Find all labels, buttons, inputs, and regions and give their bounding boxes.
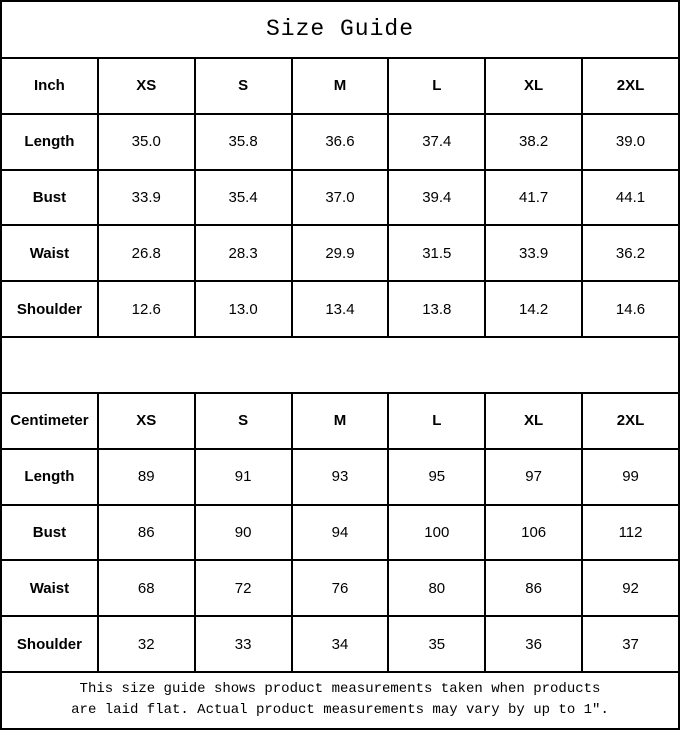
size-value-cell: 90 <box>195 505 292 561</box>
size-value-cell: 94 <box>292 505 389 561</box>
size-value-cell: 97 <box>485 449 582 505</box>
size-value-cell: 106 <box>485 505 582 561</box>
table-row-inch-length <box>1 114 679 170</box>
table-row-cm-length <box>1 449 679 505</box>
row-label-bust: Bust <box>1 505 98 561</box>
size-value-cell: 89 <box>98 449 195 505</box>
size-value-cell: 36.2 <box>582 225 679 281</box>
row-label-shoulder: Shoulder <box>1 281 98 337</box>
size-value-cell: 86 <box>98 505 195 561</box>
size-value-cell: 35 <box>388 616 485 672</box>
row-label-bust: Bust <box>1 170 98 226</box>
size-value-cell: 86 <box>485 560 582 616</box>
size-col-header-xl: XL <box>485 58 582 114</box>
size-value-cell: 26.8 <box>98 225 195 281</box>
size-value-cell: 13.8 <box>388 281 485 337</box>
spacer-row <box>1 337 679 393</box>
table-row-cm-shoulder <box>1 616 679 672</box>
size-col-header-m: M <box>292 393 389 449</box>
size-value-cell: 44.1 <box>582 170 679 226</box>
size-value-cell: 35.0 <box>98 114 195 170</box>
size-value-cell: 99 <box>582 449 679 505</box>
page-title: Size Guide <box>1 1 679 58</box>
size-col-header-s: S <box>195 393 292 449</box>
row-label-length: Length <box>1 114 98 170</box>
footer-note-line1: This size guide shows product measurements taken when products <box>79 681 601 698</box>
table-row-cm-bust <box>1 505 679 561</box>
size-value-cell: 14.2 <box>485 281 582 337</box>
size-value-cell: 28.3 <box>195 225 292 281</box>
size-value-cell: 36 <box>485 616 582 672</box>
row-label-shoulder: Shoulder <box>1 616 98 672</box>
size-value-cell: 80 <box>388 560 485 616</box>
size-value-cell: 112 <box>582 505 679 561</box>
size-col-header-2xl: 2XL <box>582 393 679 449</box>
size-value-cell: 33 <box>195 616 292 672</box>
table-row-inch-bust <box>1 170 679 226</box>
size-col-header-xl: XL <box>485 393 582 449</box>
unit-header-centimeter: Centimeter <box>1 393 98 449</box>
size-col-header-xs: XS <box>98 58 195 114</box>
size-value-cell: 33.9 <box>485 225 582 281</box>
size-value-cell: 100 <box>388 505 485 561</box>
size-value-cell: 95 <box>388 449 485 505</box>
size-value-cell: 39.4 <box>388 170 485 226</box>
table-row-inch-waist <box>1 225 679 281</box>
size-value-cell: 41.7 <box>485 170 582 226</box>
size-value-cell: 35.8 <box>195 114 292 170</box>
table-row-cm-waist <box>1 560 679 616</box>
size-value-cell: 12.6 <box>98 281 195 337</box>
size-value-cell: 37.0 <box>292 170 389 226</box>
unit-header-inch: Inch <box>1 58 98 114</box>
size-value-cell: 34 <box>292 616 389 672</box>
size-value-cell: 35.4 <box>195 170 292 226</box>
size-value-cell: 38.2 <box>485 114 582 170</box>
footer-note <box>1 672 679 729</box>
row-label-waist: Waist <box>1 560 98 616</box>
size-value-cell: 32 <box>98 616 195 672</box>
size-value-cell: 93 <box>292 449 389 505</box>
footer-row <box>1 672 679 729</box>
size-value-cell: 13.4 <box>292 281 389 337</box>
row-label-length: Length <box>1 449 98 505</box>
inch-header-row <box>1 58 679 114</box>
size-value-cell: 72 <box>195 560 292 616</box>
size-col-header-l: L <box>388 58 485 114</box>
row-label-waist: Waist <box>1 225 98 281</box>
size-col-header-xs: XS <box>98 393 195 449</box>
size-value-cell: 92 <box>582 560 679 616</box>
cm-header-row <box>1 393 679 449</box>
size-value-cell: 13.0 <box>195 281 292 337</box>
size-value-cell: 33.9 <box>98 170 195 226</box>
size-col-header-s: S <box>195 58 292 114</box>
size-col-header-l: L <box>388 393 485 449</box>
size-value-cell: 31.5 <box>388 225 485 281</box>
size-value-cell: 37.4 <box>388 114 485 170</box>
size-value-cell: 14.6 <box>582 281 679 337</box>
size-value-cell: 39.0 <box>582 114 679 170</box>
size-value-cell: 37 <box>582 616 679 672</box>
size-value-cell: 68 <box>98 560 195 616</box>
size-value-cell: 36.6 <box>292 114 389 170</box>
footer-note-line2: are laid flat. Actual product measurements may vary by up to 1″. <box>71 702 609 719</box>
size-value-cell: 76 <box>292 560 389 616</box>
size-col-header-m: M <box>292 58 389 114</box>
size-col-header-2xl: 2XL <box>582 58 679 114</box>
spacer-cell <box>1 337 679 393</box>
size-value-cell: 29.9 <box>292 225 389 281</box>
table-row-inch-shoulder <box>1 281 679 337</box>
size-value-cell: 91 <box>195 449 292 505</box>
title-row <box>1 1 679 58</box>
